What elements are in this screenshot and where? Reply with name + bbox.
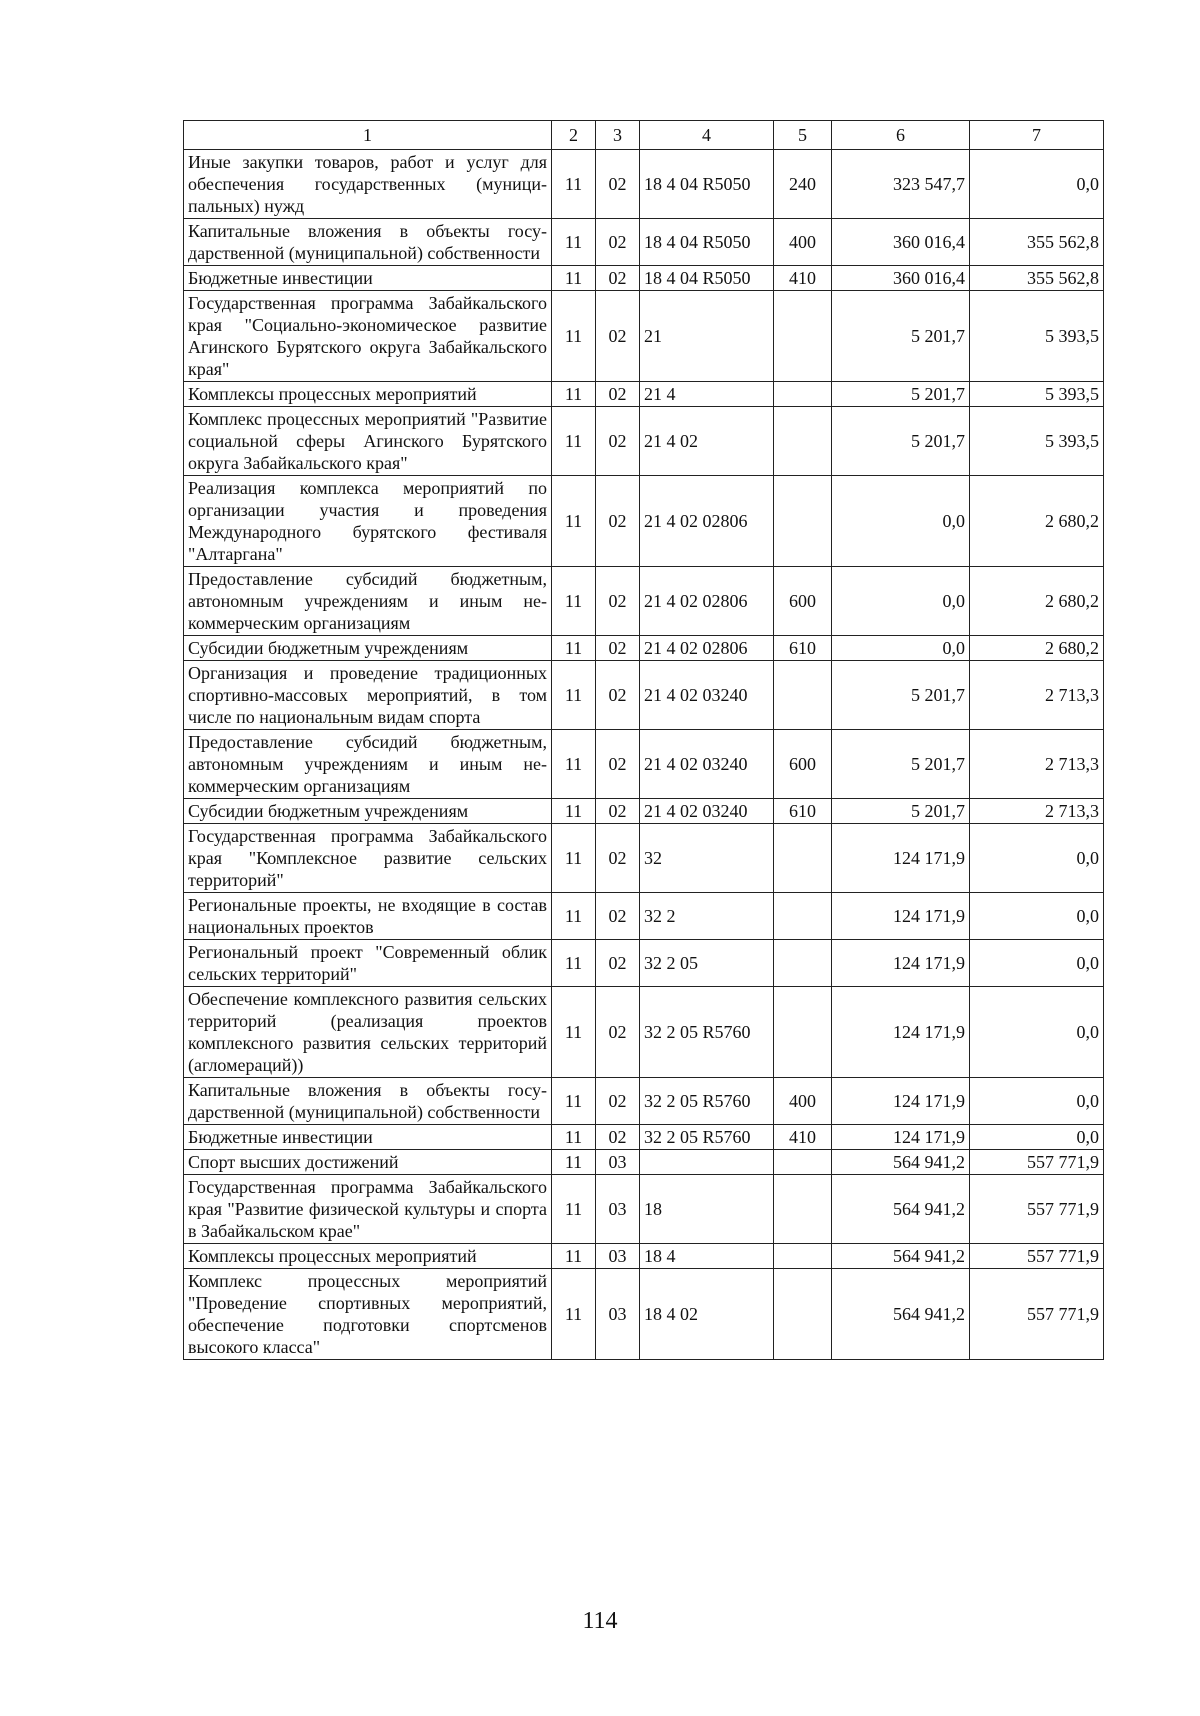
cell-subsection: 02 [596, 824, 640, 893]
cell-amount-year-1: 5 201,7 [832, 407, 970, 476]
table-row [184, 661, 1104, 730]
cell-subsection: 02 [596, 150, 640, 219]
cell-target-article: 21 4 02 02806 [640, 636, 774, 661]
table-row [184, 1175, 1104, 1244]
cell-expense-type: 610 [774, 636, 832, 661]
table-row [184, 567, 1104, 636]
cell-subsection: 02 [596, 636, 640, 661]
cell-expense-type [774, 1269, 832, 1360]
table-row [184, 1244, 1104, 1269]
cell-section: 11 [552, 150, 596, 219]
cell-amount-year-1: 564 941,2 [832, 1175, 970, 1244]
cell-amount-year-2: 5 393,5 [970, 407, 1104, 476]
table-row [184, 824, 1104, 893]
header-col-3: 3 [596, 121, 640, 150]
cell-section: 11 [552, 1078, 596, 1125]
cell-subsection: 02 [596, 567, 640, 636]
cell-name: Комплексы процессных мероприятий [184, 1244, 552, 1269]
table-row [184, 799, 1104, 824]
cell-section: 11 [552, 940, 596, 987]
cell-name: Реализация комплекса мероприятий по организации участия и проведения Международного бурятского фестиваля "Алтаргана" [184, 476, 552, 567]
cell-subsection: 02 [596, 1078, 640, 1125]
cell-target-article: 18 4 04 R5050 [640, 150, 774, 219]
cell-amount-year-2: 2 680,2 [970, 567, 1104, 636]
cell-section: 11 [552, 291, 596, 382]
cell-subsection: 03 [596, 1244, 640, 1269]
cell-amount-year-2: 5 393,5 [970, 291, 1104, 382]
cell-amount-year-2: 557 771,9 [970, 1269, 1104, 1360]
cell-target-article: 21 4 02 03240 [640, 799, 774, 824]
cell-subsection: 02 [596, 382, 640, 407]
table-row [184, 382, 1104, 407]
cell-section: 11 [552, 407, 596, 476]
cell-amount-year-2: 355 562,8 [970, 219, 1104, 266]
cell-expense-type [774, 291, 832, 382]
cell-name: Предоставление субсидий бюджетным, автономным учреждениям и иным некоммерческим организациям [184, 730, 552, 799]
cell-subsection: 03 [596, 1175, 640, 1244]
header-col-4: 4 [640, 121, 774, 150]
cell-section: 11 [552, 1269, 596, 1360]
cell-target-article: 21 4 02 03240 [640, 730, 774, 799]
cell-amount-year-1: 0,0 [832, 567, 970, 636]
cell-amount-year-1: 0,0 [832, 636, 970, 661]
cell-amount-year-2: 557 771,9 [970, 1175, 1104, 1244]
cell-amount-year-1: 124 171,9 [832, 940, 970, 987]
cell-name: Спорт высших достижений [184, 1150, 552, 1175]
cell-amount-year-2: 2 713,3 [970, 799, 1104, 824]
cell-amount-year-2: 355 562,8 [970, 266, 1104, 291]
cell-amount-year-2: 557 771,9 [970, 1150, 1104, 1175]
cell-amount-year-1: 5 201,7 [832, 730, 970, 799]
cell-amount-year-2: 2 713,3 [970, 730, 1104, 799]
cell-amount-year-1: 124 171,9 [832, 1078, 970, 1125]
cell-section: 11 [552, 219, 596, 266]
cell-amount-year-2: 0,0 [970, 1078, 1104, 1125]
cell-amount-year-2: 0,0 [970, 824, 1104, 893]
cell-name: Иные закупки товаров, работ и услуг для обеспечения государственных (муниципальных) нужд [184, 150, 552, 219]
cell-expense-type [774, 893, 832, 940]
header-col-5: 5 [774, 121, 832, 150]
cell-amount-year-1: 124 171,9 [832, 893, 970, 940]
cell-name: Государственная программа Забайкальского края "Развитие физической культуры и спорта в Забайкальском крае" [184, 1175, 552, 1244]
cell-target-article: 21 [640, 291, 774, 382]
table-row [184, 1078, 1104, 1125]
cell-section: 11 [552, 730, 596, 799]
cell-section: 11 [552, 987, 596, 1078]
cell-name: Организация и проведение традиционных спортивно-массовых мероприятий, в том числе по национальным видам спорта [184, 661, 552, 730]
cell-subsection: 02 [596, 266, 640, 291]
cell-amount-year-1: 5 201,7 [832, 382, 970, 407]
table-row [184, 476, 1104, 567]
cell-expense-type [774, 987, 832, 1078]
cell-target-article: 21 4 02 02806 [640, 567, 774, 636]
header-col-7: 7 [970, 121, 1104, 150]
cell-section: 11 [552, 799, 596, 824]
cell-name: Субсидии бюджетным учреждениям [184, 636, 552, 661]
cell-amount-year-2: 0,0 [970, 1125, 1104, 1150]
cell-section: 11 [552, 661, 596, 730]
cell-amount-year-1: 323 547,7 [832, 150, 970, 219]
cell-name: Бюджетные инвестиции [184, 1125, 552, 1150]
cell-name: Субсидии бюджетным учреждениям [184, 799, 552, 824]
table-row [184, 1125, 1104, 1150]
cell-amount-year-1: 564 941,2 [832, 1150, 970, 1175]
cell-subsection: 02 [596, 661, 640, 730]
cell-subsection: 03 [596, 1269, 640, 1360]
cell-expense-type [774, 407, 832, 476]
cell-section: 11 [552, 1125, 596, 1150]
cell-subsection: 02 [596, 987, 640, 1078]
cell-name: Региональные проекты, не входящие в состав национальных проектов [184, 893, 552, 940]
cell-amount-year-2: 0,0 [970, 150, 1104, 219]
cell-section: 11 [552, 1150, 596, 1175]
cell-subsection: 02 [596, 730, 640, 799]
cell-target-article: 32 2 [640, 893, 774, 940]
cell-amount-year-2: 0,0 [970, 940, 1104, 987]
cell-target-article: 32 2 05 R5760 [640, 987, 774, 1078]
cell-section: 11 [552, 266, 596, 291]
cell-section: 11 [552, 382, 596, 407]
cell-expense-type: 600 [774, 730, 832, 799]
cell-expense-type: 400 [774, 219, 832, 266]
cell-target-article: 21 4 02 03240 [640, 661, 774, 730]
cell-amount-year-1: 360 016,4 [832, 266, 970, 291]
cell-amount-year-2: 557 771,9 [970, 1244, 1104, 1269]
table-row [184, 636, 1104, 661]
cell-expense-type: 400 [774, 1078, 832, 1125]
cell-expense-type [774, 1175, 832, 1244]
cell-name: Комплексы процессных мероприятий [184, 382, 552, 407]
cell-name: Комплекс процессных мероприятий "Проведение спортивных мероприятий, обеспечение подготовки спортсменов высокого класса" [184, 1269, 552, 1360]
cell-expense-type: 600 [774, 567, 832, 636]
cell-subsection: 02 [596, 1125, 640, 1150]
cell-amount-year-2: 2 680,2 [970, 636, 1104, 661]
cell-expense-type [774, 1244, 832, 1269]
table-row [184, 407, 1104, 476]
cell-section: 11 [552, 893, 596, 940]
cell-name: Региональный проект "Современный облик сельских территорий" [184, 940, 552, 987]
budget-table [183, 120, 1104, 1360]
table-row [184, 1150, 1104, 1175]
cell-target-article: 32 2 05 R5760 [640, 1078, 774, 1125]
cell-subsection: 02 [596, 291, 640, 382]
cell-target-article: 32 2 05 [640, 940, 774, 987]
cell-target-article: 21 4 [640, 382, 774, 407]
cell-amount-year-1: 124 171,9 [832, 824, 970, 893]
page-number: 114 [582, 1608, 618, 1634]
cell-name: Бюджетные инвестиции [184, 266, 552, 291]
cell-name: Комплекс процессных мероприятий "Развитие социальной сферы Агинского Бурятского округа Забайкальского края" [184, 407, 552, 476]
cell-expense-type: 240 [774, 150, 832, 219]
table-header [184, 121, 1104, 150]
cell-target-article: 32 2 05 R5760 [640, 1125, 774, 1150]
header-col-6: 6 [832, 121, 970, 150]
table-row [184, 219, 1104, 266]
cell-amount-year-2: 5 393,5 [970, 382, 1104, 407]
cell-amount-year-1: 124 171,9 [832, 987, 970, 1078]
cell-target-article: 21 4 02 [640, 407, 774, 476]
header-col-2: 2 [552, 121, 596, 150]
cell-subsection: 02 [596, 476, 640, 567]
cell-expense-type [774, 661, 832, 730]
cell-expense-type [774, 824, 832, 893]
header-row [184, 121, 1104, 150]
cell-subsection: 02 [596, 893, 640, 940]
cell-expense-type: 410 [774, 266, 832, 291]
cell-expense-type: 610 [774, 799, 832, 824]
cell-section: 11 [552, 1244, 596, 1269]
cell-name: Капитальные вложения в объекты государственной (муниципальной) собственности [184, 1078, 552, 1125]
cell-section: 11 [552, 476, 596, 567]
cell-amount-year-2: 0,0 [970, 987, 1104, 1078]
cell-target-article: 18 [640, 1175, 774, 1244]
cell-amount-year-2: 0,0 [970, 893, 1104, 940]
table-row [184, 940, 1104, 987]
cell-section: 11 [552, 824, 596, 893]
table-row [184, 893, 1104, 940]
cell-target-article: 18 4 [640, 1244, 774, 1269]
cell-amount-year-1: 564 941,2 [832, 1269, 970, 1360]
cell-amount-year-1: 124 171,9 [832, 1125, 970, 1150]
table-row [184, 1269, 1104, 1360]
cell-section: 11 [552, 636, 596, 661]
table-row [184, 150, 1104, 219]
table-row [184, 291, 1104, 382]
cell-expense-type [774, 382, 832, 407]
cell-name: Обеспечение комплексного развития сельских территорий (реализация проектов комплексного развития сельских территорий (агломераций)) [184, 987, 552, 1078]
cell-amount-year-2: 2 713,3 [970, 661, 1104, 730]
cell-section: 11 [552, 567, 596, 636]
cell-name: Капитальные вложения в объекты государственной (муниципальной) собственности [184, 219, 552, 266]
cell-target-article: 18 4 02 [640, 1269, 774, 1360]
cell-amount-year-1: 5 201,7 [832, 661, 970, 730]
cell-target-article: 18 4 04 R5050 [640, 266, 774, 291]
cell-expense-type [774, 476, 832, 567]
cell-expense-type: 410 [774, 1125, 832, 1150]
cell-subsection: 02 [596, 799, 640, 824]
cell-expense-type [774, 940, 832, 987]
header-col-1: 1 [184, 121, 552, 150]
cell-amount-year-1: 5 201,7 [832, 799, 970, 824]
cell-amount-year-1: 0,0 [832, 476, 970, 567]
cell-target-article: 32 [640, 824, 774, 893]
cell-amount-year-1: 5 201,7 [832, 291, 970, 382]
cell-name: Государственная программа Забайкальского края "Социально-экономическое развитие Агинского Бурятского округа Забайкальского края" [184, 291, 552, 382]
cell-amount-year-1: 564 941,2 [832, 1244, 970, 1269]
cell-amount-year-2: 2 680,2 [970, 476, 1104, 567]
cell-section: 11 [552, 1175, 596, 1244]
cell-target-article: 21 4 02 02806 [640, 476, 774, 567]
cell-subsection: 02 [596, 219, 640, 266]
cell-subsection: 03 [596, 1150, 640, 1175]
table-body [184, 150, 1104, 1360]
table-row [184, 266, 1104, 291]
cell-name: Государственная программа Забайкальского края "Комплексное развитие сельских территорий" [184, 824, 552, 893]
cell-target-article: 18 4 04 R5050 [640, 219, 774, 266]
cell-subsection: 02 [596, 407, 640, 476]
cell-name: Предоставление субсидий бюджетным, автономным учреждениям и иным некоммерческим организациям [184, 567, 552, 636]
cell-amount-year-1: 360 016,4 [832, 219, 970, 266]
cell-expense-type [774, 1150, 832, 1175]
table-row [184, 730, 1104, 799]
table-row [184, 987, 1104, 1078]
cell-target-article [640, 1150, 774, 1175]
cell-subsection: 02 [596, 940, 640, 987]
